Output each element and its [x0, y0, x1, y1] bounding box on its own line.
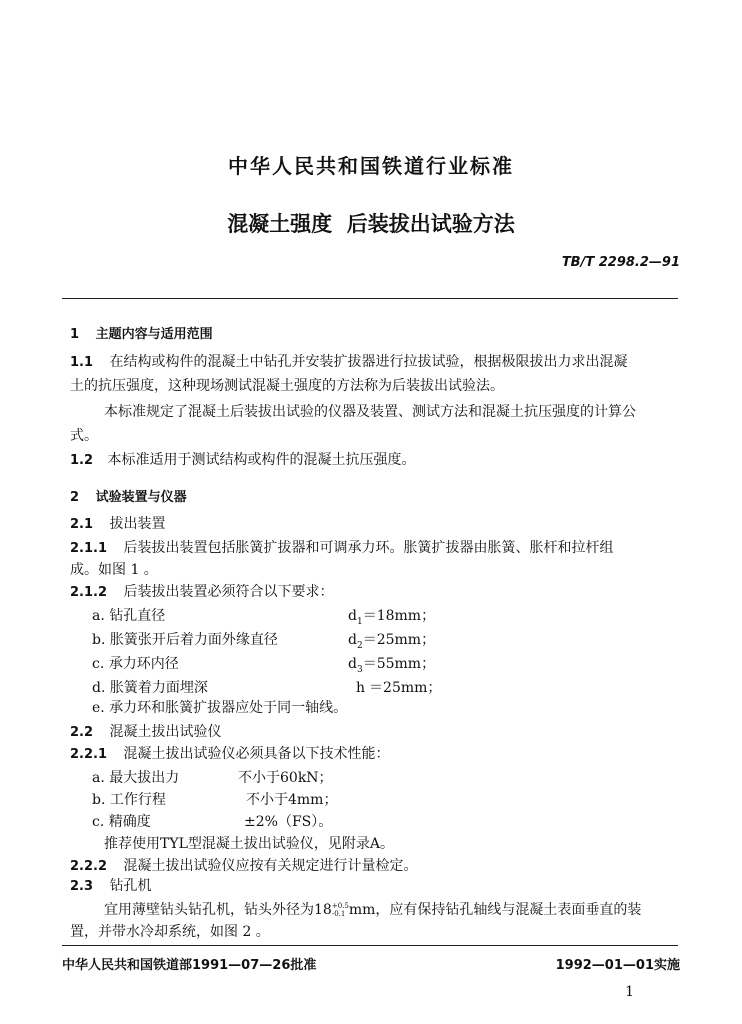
requirement-item: [92, 654, 179, 674]
tolerance-lower: -0.1: [331, 910, 346, 918]
org-title: 中华人民共和国铁道行业标准: [228, 154, 514, 178]
section-1-title: 主题内容与适用范围: [95, 327, 213, 342]
scope-paragraph-line-2: 式。: [70, 428, 98, 444]
requirement-subscript: 1: [356, 616, 363, 627]
section-1-number: 1: [70, 327, 80, 342]
effective-date: 1992—01—01实施: [555, 958, 680, 973]
approval-note: 中华人民共和国铁道部1991—07—26批准: [62, 958, 317, 973]
requirement-item-e: e. 承力环和胀簧扩拔器应处于同一轴线。: [92, 700, 348, 716]
requirement-amount: ＝18mm；: [362, 608, 436, 624]
requirement-amount: ＝25mm；: [369, 680, 442, 696]
clause-2-1-title: 拔出装置: [109, 516, 166, 532]
section-2-heading: [70, 486, 187, 505]
clause-2-3-line-1: [104, 900, 641, 920]
requirement-value: [348, 606, 435, 632]
clause-2-1-1-text: 后装拔出装置包括胀簧扩拔器和可调承力环。胀簧扩拔器由胀簧、胀杆和拉杆组: [123, 540, 614, 556]
clause-2-1-2-number: 2.1.2: [70, 585, 108, 600]
requirement-label: c. 承力环内径: [92, 656, 179, 672]
requirement-subscript: 2: [356, 640, 363, 651]
requirement-label: a. 钻孔直径: [92, 608, 166, 624]
clause-2-2-1: [70, 744, 389, 765]
section-2-title: 试验装置与仪器: [95, 490, 187, 505]
requirement-value: [348, 630, 435, 656]
spec-value: 不小于60kN；: [238, 770, 333, 786]
requirement-symbol: h: [356, 680, 366, 696]
clause-2-1: [70, 514, 165, 535]
spec-item: a. 最大拔出力: [92, 770, 180, 786]
spec-item: b. 工作行程: [92, 792, 166, 808]
doc-title: 混凝土强度 后装拔出试验方法: [227, 212, 515, 236]
clause-2-3-title: 钻孔机: [109, 878, 152, 894]
clause-2-2-2: [70, 856, 417, 877]
requirement-value: [356, 678, 441, 698]
requirement-item: [92, 678, 208, 698]
clause-2-3: [70, 876, 151, 897]
requirement-symbol: d: [348, 656, 357, 672]
section-2-number: 2: [70, 490, 80, 505]
clause-1-1-line-2: 土的抗压强度，这种现场测试混凝土强度的方法称为后装拔出试验法。: [70, 378, 504, 394]
clause-2-2-2-number: 2.2.2: [70, 859, 108, 874]
clause-1-2-number: 1.2: [70, 453, 94, 468]
clause-1-1-text: 在结构或构件的混凝土中钻孔并安装扩拔器进行拉拔试验，根据极限拔出力求出混凝: [109, 354, 628, 370]
requirement-item: [92, 630, 278, 650]
footer-rule: [62, 945, 678, 946]
spec-value: 不小于4mm；: [246, 792, 338, 808]
clause-2-1-number: 2.1: [70, 517, 94, 532]
requirement-symbol: d: [348, 608, 357, 624]
clause-2-3-line-2: 置，并带水冷却系统，如图 2 。: [70, 924, 270, 940]
clause-2-2: [70, 722, 221, 743]
requirement-amount: ＝25mm；: [362, 632, 436, 648]
clause-2-2-number: 2.2: [70, 725, 94, 740]
clause-2-3-text-a: 宜用薄壁钻头钻孔机，钻头外径为18: [104, 902, 332, 918]
clause-2-1-1-line-1: [70, 538, 613, 559]
clause-1-2-text: 本标准适用于测试结构或构件的混凝土抗压强度。: [107, 452, 416, 468]
spec-item: c. 精确度: [92, 814, 151, 830]
spec-value: ±2%（FS）。: [244, 814, 333, 830]
recommendation: 推荐使用TYL型混凝土拔出试验仪，见附录A。: [104, 836, 394, 852]
requirement-item: [92, 606, 165, 626]
clause-2-1-2-text: 后装拔出装置必须符合以下要求：: [123, 584, 334, 600]
requirement-amount: ＝55mm；: [362, 656, 436, 672]
clause-2-1-1-number: 2.1.1: [70, 541, 108, 556]
clause-2-3-text-b: mm，应有保持钻孔轴线与混凝土表面垂直的装: [348, 902, 642, 918]
clause-2-2-2-text: 混凝土拔出试验仪应按有关规定进行计量检定。: [123, 858, 418, 874]
standard-code: TB/T 2298.2—91: [561, 255, 680, 270]
requirement-value: [348, 654, 435, 680]
tolerance: [332, 902, 349, 918]
tolerance-upper: +0.5: [331, 902, 349, 910]
scope-paragraph-line-1: 本标准规定了混凝土后装拔出试验的仪器及装置、测试方法和混凝土抗压强度的计算公: [104, 404, 636, 420]
header-rule: [62, 298, 678, 299]
clause-2-1-2: [70, 582, 333, 603]
requirement-subscript: 3: [356, 664, 363, 675]
requirement-label: d. 胀簧着力面埋深: [92, 680, 208, 696]
clause-1-1-line-1: [70, 352, 627, 373]
section-1-heading: [70, 323, 213, 342]
clause-1-1-number: 1.1: [70, 355, 94, 370]
clause-2-2-1-text: 混凝土拔出试验仪必须具备以下技术性能：: [123, 746, 390, 762]
page-number: 1: [625, 984, 634, 1000]
requirement-symbol: d: [348, 632, 357, 648]
clause-1-2: [70, 450, 415, 471]
requirement-label: b. 胀簧张开后着力面外缘直径: [92, 632, 278, 648]
clause-2-3-number: 2.3: [70, 879, 94, 894]
clause-2-2-1-number: 2.2.1: [70, 747, 108, 762]
clause-2-2-title: 混凝土拔出试验仪: [109, 724, 222, 740]
clause-2-1-1-line-2: 成。如图 1 。: [70, 562, 158, 578]
